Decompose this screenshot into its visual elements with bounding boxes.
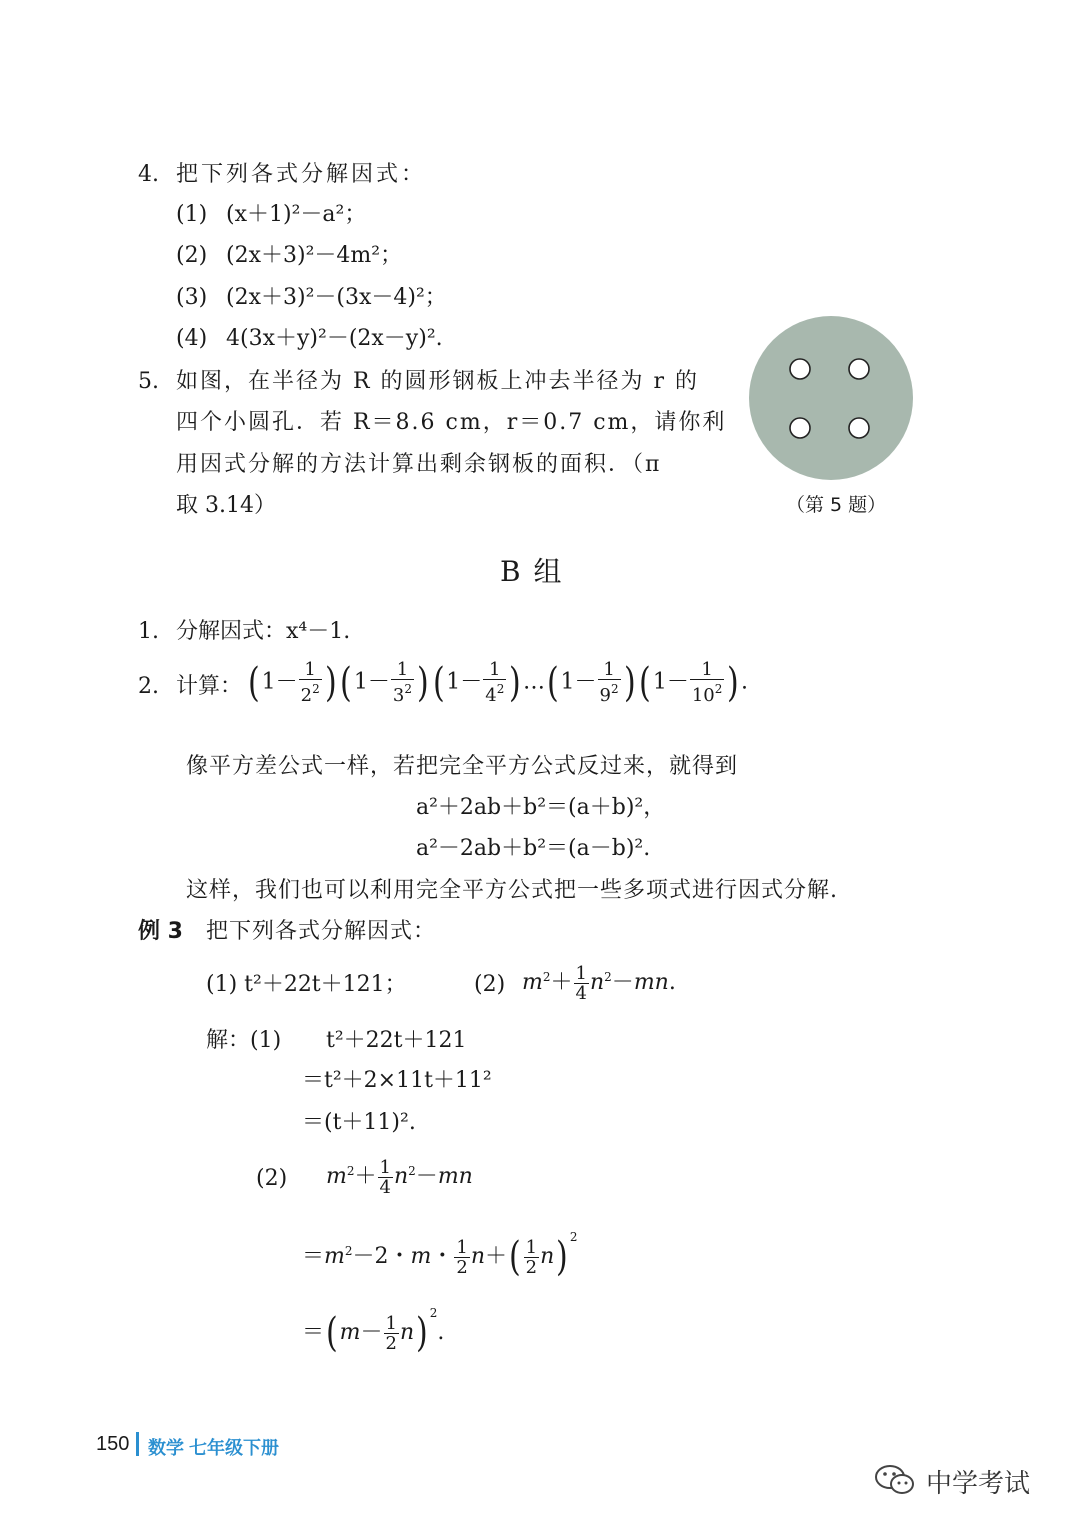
problem-4-item-2-expr: (2x＋3)²－4m²；: [226, 243, 403, 268]
problem-4-number: 4.: [138, 162, 159, 187]
solution-2-line-3: ＝(m－ $\frac{1}{2}$ n) $^2$.: [302, 1306, 445, 1356]
after-paragraph: 这样，我们也可以利用完全平方公式把一些多项式进行因式分解.: [186, 878, 838, 903]
solution-label: 解：(1): [206, 1028, 282, 1053]
footer-divider: [136, 1432, 139, 1456]
problem-5-line-1: 如图，在半径为 R 的圆形钢板上冲去半径为 r 的: [176, 369, 700, 394]
watermark-text: 中学考试: [926, 1469, 1031, 1499]
solution-2-line-2: $=m^2-2$・m・ $\frac{1}{2}$ n＋( $\frac{1}{2}$ n) $^2$: [302, 1230, 578, 1280]
solution-1-line-1: t²＋22t＋121: [326, 1028, 467, 1053]
solution-1-line-2: ＝t²＋2×11t＋11²: [302, 1068, 492, 1093]
solution-1-line-3: ＝(t＋11)².: [302, 1110, 416, 1135]
problem-4-item-1-expr: (x＋1)²－a²；: [226, 202, 367, 227]
steel-plate-disk: [749, 316, 913, 480]
problem-4-item-4-label: (4): [176, 326, 208, 351]
group-b-q1-text: 分解因式：x⁴－1.: [176, 619, 351, 644]
example-part-2-expr: $m^2+$ $\frac{1}{4}$ $n^2-mn$.: [522, 962, 676, 1004]
example-label: 例 3: [138, 919, 183, 944]
problem-5-line-2: 四个小圆孔．若 R＝8.6 cm，r＝0.7 cm，请你利: [176, 410, 727, 435]
group-b-q2-label: 计算：: [176, 674, 243, 699]
example-part-1: (1) t²＋22t＋121；: [206, 972, 407, 997]
formula-square-sum: a²＋2ab＋b²＝(a＋b)²，: [416, 795, 666, 820]
book-title: 数学 七年级下册: [148, 1438, 280, 1458]
problem-5-number: 5.: [138, 369, 159, 394]
problem-4-item-3-expr: (2x＋3)²－(3x－4)²；: [226, 285, 447, 310]
intro-paragraph: 像平方差公式一样，若把完全平方公式反过来，就得到: [186, 754, 739, 779]
wechat-icon: [872, 1462, 918, 1498]
formula-square-diff: a²－2ab＋b²＝(a－b)².: [416, 836, 651, 861]
figure-caption: （第 5 题）: [786, 494, 887, 516]
hole-bottom-right: [849, 418, 869, 438]
hole-top-right: [849, 359, 869, 379]
problem-5-line-4: 取 3.14）: [176, 493, 276, 518]
page-number: 150: [96, 1433, 130, 1455]
problem-5-line-3: 用因式分解的方法计算出剩余钢板的面积．（π: [176, 452, 662, 477]
group-b-q1-number: 1.: [138, 619, 159, 644]
problem-4-item-2-label: (2): [176, 243, 208, 268]
example-part-2-label: (2): [474, 972, 506, 997]
problem-4-item-3-label: (3): [176, 285, 208, 310]
hole-top-left: [790, 359, 810, 379]
problem-4-item-4-expr: 4(3x＋y)²－(2x－y)².: [226, 326, 443, 351]
hole-bottom-left: [790, 418, 810, 438]
group-b-q2-expression: (1－ $\frac{1}{2^2}$ )(1－ $\frac{1}{3^2}$ )(1－ $\frac{1}{4^2}$ )…(1－ $\frac{1}{9^2}$ )(1－ $\frac{1}{10^2}$ ).: [247, 659, 749, 706]
group-b-title: B 组: [500, 555, 564, 588]
solution-2-line-1: $m^2+$ $\frac{1}{4}$ $n^2-mn$: [326, 1156, 473, 1198]
example-stem: 把下列各式分解因式：: [206, 919, 437, 944]
problem-4-stem: 把下列各式分解因式：: [176, 162, 427, 187]
solution-2-label: (2): [256, 1166, 288, 1191]
steel-plate-figure: [746, 313, 916, 483]
group-b-q2-number: 2.: [138, 674, 159, 699]
problem-4-item-1-label: (1): [176, 202, 208, 227]
